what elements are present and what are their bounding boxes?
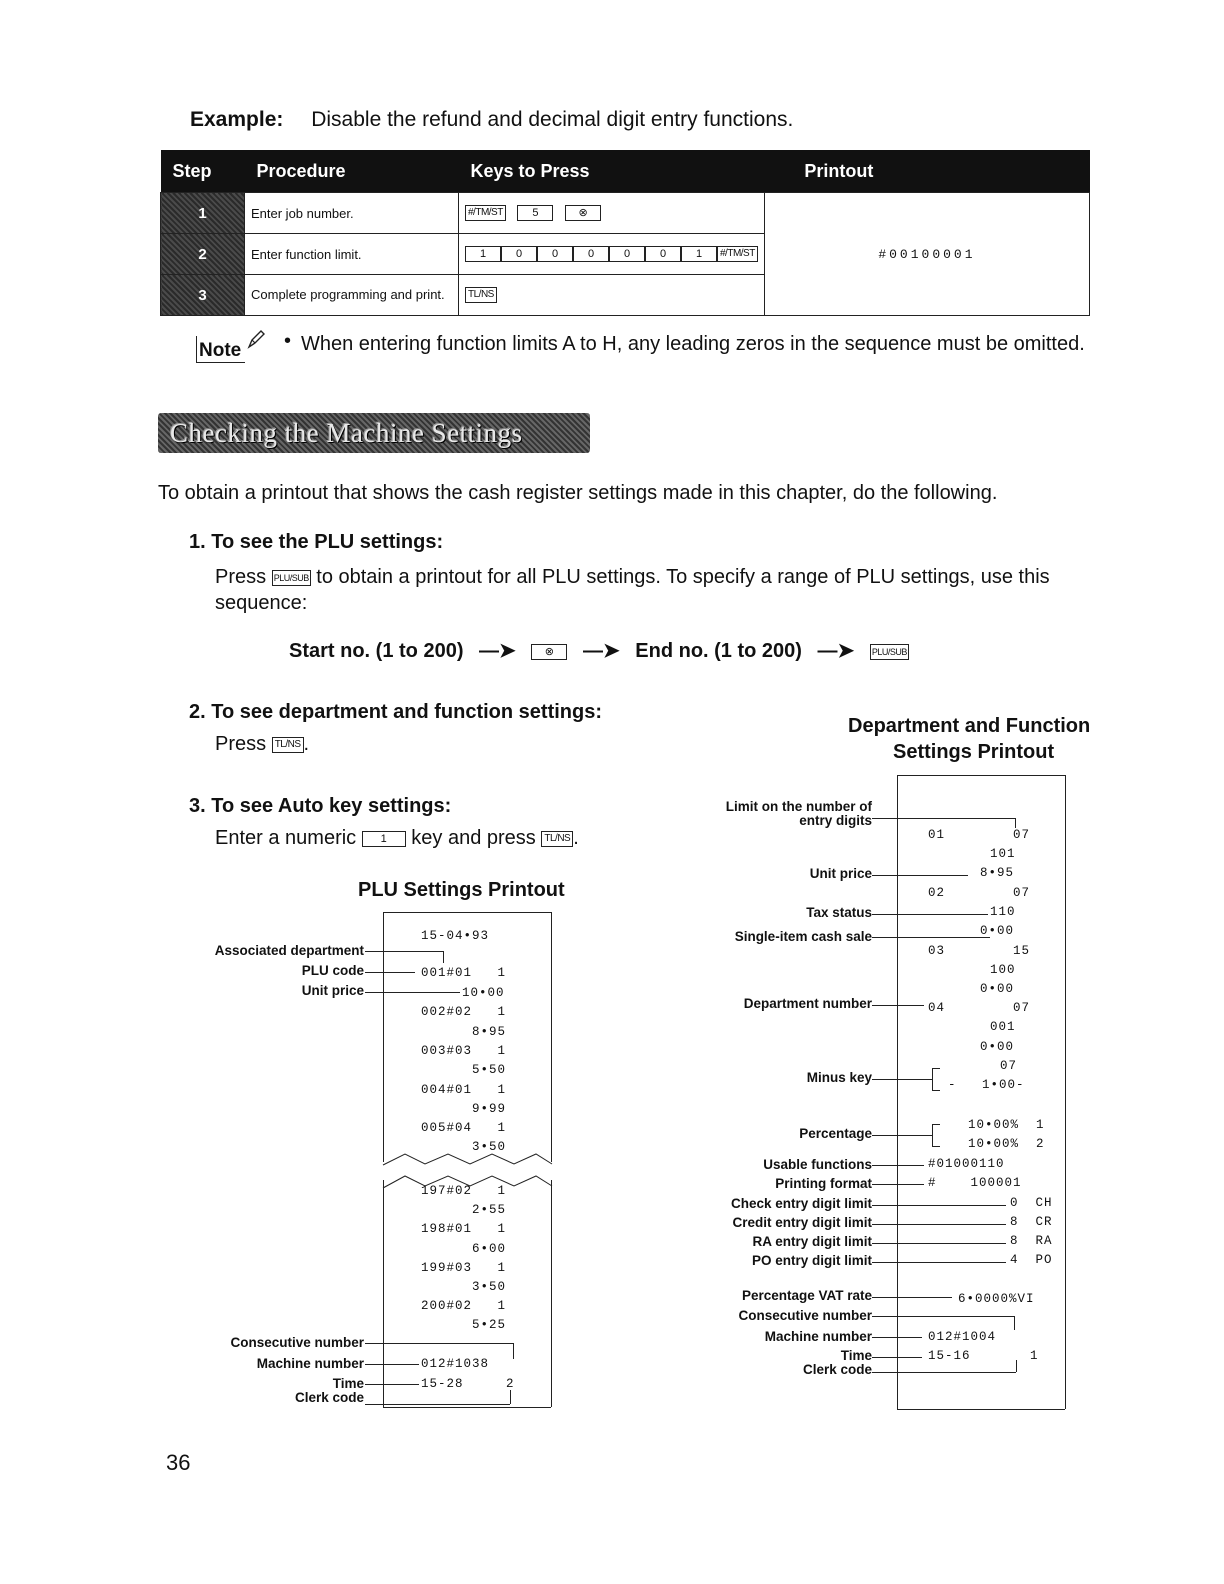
- receipt-line: 001: [990, 1020, 1016, 1034]
- press-word: Press: [215, 733, 267, 755]
- receipt-line: 02 07: [928, 886, 1031, 900]
- receipt-line: 8 CR: [1010, 1215, 1053, 1229]
- label-clerk-code: Clerk code: [294, 1390, 364, 1405]
- page-number: 36: [166, 1450, 191, 1475]
- procedure-text: Complete programming and print.: [245, 275, 459, 316]
- receipt-line: 012#1038: [421, 1357, 490, 1371]
- receipt-line: 04 07: [928, 1001, 1031, 1015]
- section-title: Checking the Machine Settings: [158, 413, 590, 453]
- receipt-line: 4 PO: [1010, 1253, 1053, 1267]
- period: .: [573, 827, 579, 849]
- example-steps-table: [160, 150, 1090, 316]
- item-3-text-2: key and press: [411, 827, 536, 849]
- label-machine-number: Machine number: [256, 1356, 364, 1371]
- label-clerk-code: Clerk code: [802, 1362, 872, 1377]
- receipt-line: 0•00: [980, 1040, 1015, 1054]
- table-row: [161, 193, 1090, 234]
- receipt-line: 10•00% 2: [968, 1137, 1045, 1151]
- label-po-entry-digit-limit: PO entry digit limit: [751, 1253, 872, 1268]
- item-3-body: [215, 827, 579, 850]
- key-0: 0: [609, 246, 645, 262]
- key-tl-ns: TL/NS: [272, 737, 304, 753]
- pencil-icon: [246, 328, 266, 350]
- receipt-line: 01 07: [928, 828, 1031, 842]
- receipt-line: 001#01 1: [421, 966, 507, 980]
- key-plu-sub: PLU/SUB: [272, 570, 311, 586]
- key-0: 0: [573, 246, 609, 262]
- receipt-line: #01000110: [928, 1157, 1005, 1171]
- label-check-entry-digit-limit: Check entry digit limit: [730, 1196, 872, 1211]
- note-bullet: •: [284, 330, 292, 352]
- receipt-line: 07: [1000, 1059, 1018, 1073]
- label-usable-functions: Usable functions: [763, 1157, 872, 1172]
- intro-text: To obtain a printout that shows the cash register settings made in this chapter, do the following.: [158, 482, 998, 504]
- receipt-line: 8 RA: [1010, 1234, 1053, 1248]
- plu-range-sequence: [289, 638, 909, 663]
- label-time: Time: [840, 1348, 872, 1363]
- label-minus-key: Minus key: [806, 1070, 872, 1085]
- step-number: 1: [161, 193, 245, 234]
- procedure-text: Enter function limit.: [245, 234, 459, 275]
- key-1: 1: [681, 246, 717, 262]
- example-text: Disable the refund and decimal digit entry functions.: [311, 108, 794, 131]
- arrow-right-icon: —➤: [582, 640, 620, 662]
- receipt-line: 003#03 1: [421, 1044, 507, 1058]
- label-department-number: Department number: [743, 996, 872, 1011]
- item-3-heading: 3. To see Auto key settings:: [189, 795, 452, 817]
- receipt-line: 9•99: [472, 1102, 507, 1116]
- receipt-line: 101: [990, 847, 1016, 861]
- receipt-line: 8•95: [472, 1025, 507, 1039]
- label-machine-number: Machine number: [764, 1329, 872, 1344]
- key-0: 0: [537, 246, 573, 262]
- receipt-line: 110: [990, 905, 1016, 919]
- press-word: Press: [215, 566, 267, 588]
- receipt-line: 03 15: [928, 944, 1031, 958]
- plu-printout-title: PLU Settings Printout: [358, 879, 565, 901]
- label-plu-code: PLU code: [301, 963, 364, 978]
- receipt-line: 0•00: [980, 982, 1015, 996]
- step-number: 3: [161, 275, 245, 316]
- sequence-start: Start no. (1 to 200): [289, 640, 464, 662]
- item-2-body: [215, 733, 309, 756]
- receipt-line: 199#03 1: [421, 1261, 507, 1275]
- keys-cell: [459, 234, 765, 275]
- receipt-line: 15-16 1: [928, 1349, 1039, 1363]
- receipt-line: 15-28 2: [421, 1377, 515, 1391]
- receipt-line: 10•00: [462, 986, 505, 1000]
- receipt-line: 0 CH: [1010, 1196, 1053, 1210]
- item-1-body: [215, 564, 1095, 616]
- label-entry-digit-limit: Limit on the number of entry digits: [725, 799, 872, 828]
- header-step: Step: [161, 150, 245, 193]
- receipt-line: 0•00: [980, 924, 1015, 938]
- key-tm-st: #/TM/ST: [465, 205, 506, 221]
- label-printing-format: Printing format: [775, 1176, 872, 1191]
- key-multiply: ⊗: [565, 205, 601, 221]
- header-printout: Printout: [764, 150, 1089, 193]
- key-1: 1: [465, 246, 501, 262]
- label-percentage-vat-rate: Percentage VAT rate: [741, 1288, 872, 1303]
- receipt-line: 198#01 1: [421, 1222, 507, 1236]
- sequence-end: End no. (1 to 200): [635, 640, 802, 662]
- receipt-line: 004#01 1: [421, 1083, 507, 1097]
- receipt-line: 5•50: [472, 1063, 507, 1077]
- receipt-line: 15-04•93: [421, 929, 490, 943]
- example-line: [190, 108, 793, 132]
- label-percentage: Percentage: [799, 1126, 872, 1141]
- period: .: [303, 733, 310, 755]
- receipt-line: 005#04 1: [421, 1121, 507, 1135]
- receipt-line: 10•00% 1: [968, 1118, 1045, 1132]
- label-single-item-cash-sale: Single-item cash sale: [734, 929, 872, 944]
- receipt-line: # 100001: [928, 1176, 1022, 1190]
- receipt-line: 002#02 1: [421, 1005, 507, 1019]
- receipt-line: 012#1004: [928, 1330, 997, 1344]
- dept-printout-title-1: Department and Function: [848, 715, 1091, 737]
- label-credit-entry-digit-limit: Credit entry digit limit: [732, 1215, 872, 1230]
- item-1-text: to obtain a printout for all PLU settings. To specify a range of PLU settings, use this sequence:: [215, 566, 1050, 614]
- receipt-line: - 1•00-: [948, 1078, 1025, 1092]
- receipt-line: 2•55: [472, 1203, 507, 1217]
- label-consecutive-number: Consecutive number: [230, 1335, 364, 1350]
- procedure-text: Enter job number.: [245, 193, 459, 234]
- label-associated-department: Associated department: [214, 943, 364, 958]
- keys-cell: [459, 275, 765, 316]
- label-unit-price: Unit price: [809, 866, 872, 881]
- dept-printout-title-2: Settings Printout: [893, 741, 1055, 763]
- receipt-line: 8•95: [980, 866, 1015, 880]
- header-procedure: Procedure: [245, 150, 459, 193]
- note-label: Note: [196, 336, 245, 363]
- key-1: 1: [362, 831, 406, 847]
- item-3-text-1: Enter a numeric: [215, 827, 357, 849]
- note-text: When entering function limits A to H, any leading zeros in the sequence must be omitted.: [301, 333, 1085, 355]
- item-2-heading: 2. To see department and function settings:: [189, 701, 603, 723]
- key-multiply: ⊗: [531, 644, 567, 660]
- key-tm-st: #/TM/ST: [717, 246, 758, 262]
- label-ra-entry-digit-limit: RA entry digit limit: [752, 1234, 872, 1249]
- example-label: Example:: [190, 108, 284, 131]
- receipt-line: 6•0000%VI: [958, 1292, 1035, 1306]
- arrow-right-icon: —➤: [817, 640, 855, 662]
- item-1-heading: 1. To see the PLU settings:: [189, 531, 444, 553]
- receipt-line: 3•50: [472, 1140, 507, 1154]
- receipt-line: 200#02 1: [421, 1299, 507, 1313]
- label-tax-status: Tax status: [806, 905, 872, 920]
- receipt-line: 5•25: [472, 1318, 507, 1332]
- printout-value: #00100001: [764, 193, 1089, 316]
- key-5: 5: [517, 205, 553, 221]
- key-plu-sub: PLU/SUB: [870, 644, 909, 660]
- receipt-line: 197#02 1: [421, 1184, 507, 1198]
- arrow-right-icon: —➤: [479, 640, 516, 662]
- key-0: 0: [645, 246, 681, 262]
- key-tl-ns: TL/NS: [541, 831, 573, 847]
- header-keys: Keys to Press: [459, 150, 765, 193]
- receipt-line: 100: [990, 963, 1016, 977]
- key-tl-ns: TL/NS: [465, 287, 497, 303]
- keys-cell: [459, 193, 765, 234]
- label-time: Time: [332, 1376, 364, 1391]
- receipt-line: 6•00: [472, 1242, 507, 1256]
- label-consecutive-number: Consecutive number: [738, 1308, 872, 1323]
- step-number: 2: [161, 234, 245, 275]
- key-0: 0: [501, 246, 537, 262]
- label-unit-price: Unit price: [301, 983, 364, 998]
- receipt-line: 3•50: [472, 1280, 507, 1294]
